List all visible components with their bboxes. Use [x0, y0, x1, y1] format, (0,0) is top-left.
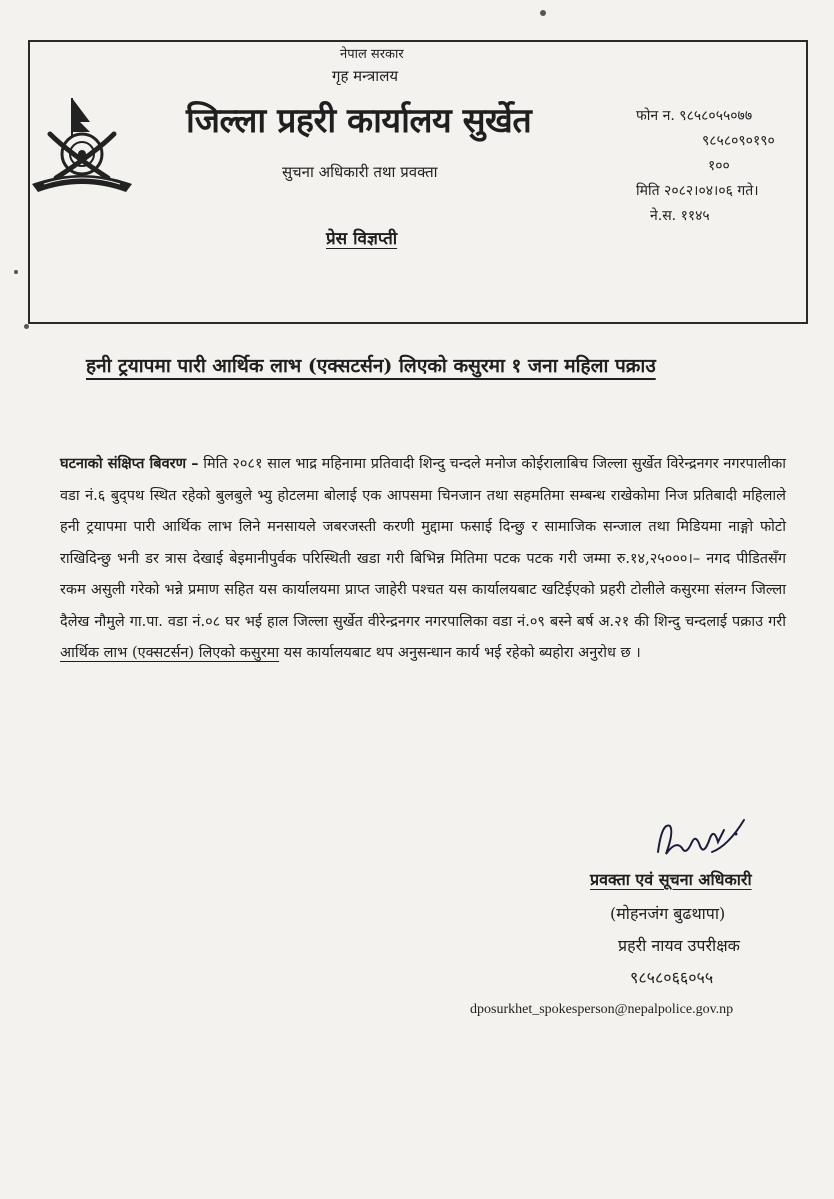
info-officer-label: सुचना अधिकारी तथा प्रवक्ता — [282, 163, 438, 181]
phone-number-2: ९८५८०९०१९० — [702, 133, 775, 149]
nepal-police-emblem-icon — [28, 92, 136, 202]
office-title: जिल्ला प्रहरी कार्यालय सुर्खेत — [186, 101, 532, 141]
issue-date: मिति २०८२।०४।०६ गते। — [636, 183, 759, 199]
signatory-title: प्रवक्ता एवं सूचना अधिकारी — [590, 870, 752, 889]
body-text-1: मिति २०८१ साल भाद्र महिनामा प्रतिवादी शिन्दु चन्दले मनोज कोईरालाबिच जिल्ला सुर्खेत विरेन्द्रनगर नगरपालीका वडा नं.६ बुद्पथ स्थित रहेको बुलबुले भ्यु होटलमा बोलाई एक आपसमा चिनजान तथा सहमतिमा सम्बन्ध राखेकोमा निज प्रतिबादी महिलाले हनी ट्रयापमा पारी आर्थिक लाभ लिने मनसायले जबरजस्ती करणी मुद्दामा फसाई दिन्छु र सामाजिक सन्जाल तथा मिडियमा नाङ्गो फोटो राखिदिन्छु भनी डर त्रास देखाई बेइमानीपुर्वक परिस्थिती खडा गरी बिभिन्न मितिमा पटक पटक गरी जम्मा रु.१४,२५०००।– नगद पीडितसँग रकम असुली गरेको भन्ने प्रमाण सहित यस कार्यालयमा प्राप्त जाहेरी पश्चत यस कार्यालयबाट खटिईएको प्रहरी टोलीले कसुरमा संलग्न जिल्ला दैलेख नौमुले गा.पा. वडा नं.०८ घर भई हाल जिल्ला सुर्खेत वीरेन्द्रनगर नगरपालिका वडा नं.०९ बस्ने बर्ष अ.२१ की शिन्दु चन्दलाई पक्राउ गरी — [60, 456, 786, 630]
phone-number-1: फोन न. ९८५८०५५०७७ — [636, 108, 753, 124]
reference-number: ने.स. ११४५ — [650, 208, 710, 224]
scan-speck — [14, 270, 18, 274]
signatory-email[interactable]: dposurkhet_spokesperson@nepalpolice.gov.np — [470, 1002, 734, 1017]
scan-speck — [24, 324, 29, 329]
body-underlined: आर्थिक लाभ (एक्सटर्सन) लिएको कसुरमा — [60, 645, 280, 661]
government-label: नेपाल सरकार — [340, 47, 404, 62]
signatory-phone: ९८५८०६६०५५ — [630, 968, 714, 987]
press-release-label: प्रेस विज्ञप्ती — [326, 229, 398, 249]
body-paragraph — [60, 448, 786, 670]
body-text-2: यस कार्यालयबाट थप अनुसन्धान कार्य भई रहेको ब्यहोरा अनुरोध छ । — [283, 645, 641, 661]
signatory-rank: प्रहरी नायव उपरीक्षक — [618, 936, 740, 955]
ministry-label: गृह मन्त्रालय — [332, 67, 399, 85]
body-lead: घटनाको संक्षिप्त बिवरण – — [60, 455, 199, 472]
signatory-name: (मोहनजंग बुढथापा) — [610, 904, 726, 923]
handwritten-signature — [652, 812, 752, 870]
headline: हनी ट्रयापमा पारी आर्थिक लाभ (एक्सटर्सन) लिएको कसुरमा १ जना महिला पक्राउ — [86, 355, 656, 377]
scan-speck — [540, 10, 546, 16]
phone-number-3: १०० — [708, 158, 730, 174]
contact-info — [636, 104, 775, 229]
